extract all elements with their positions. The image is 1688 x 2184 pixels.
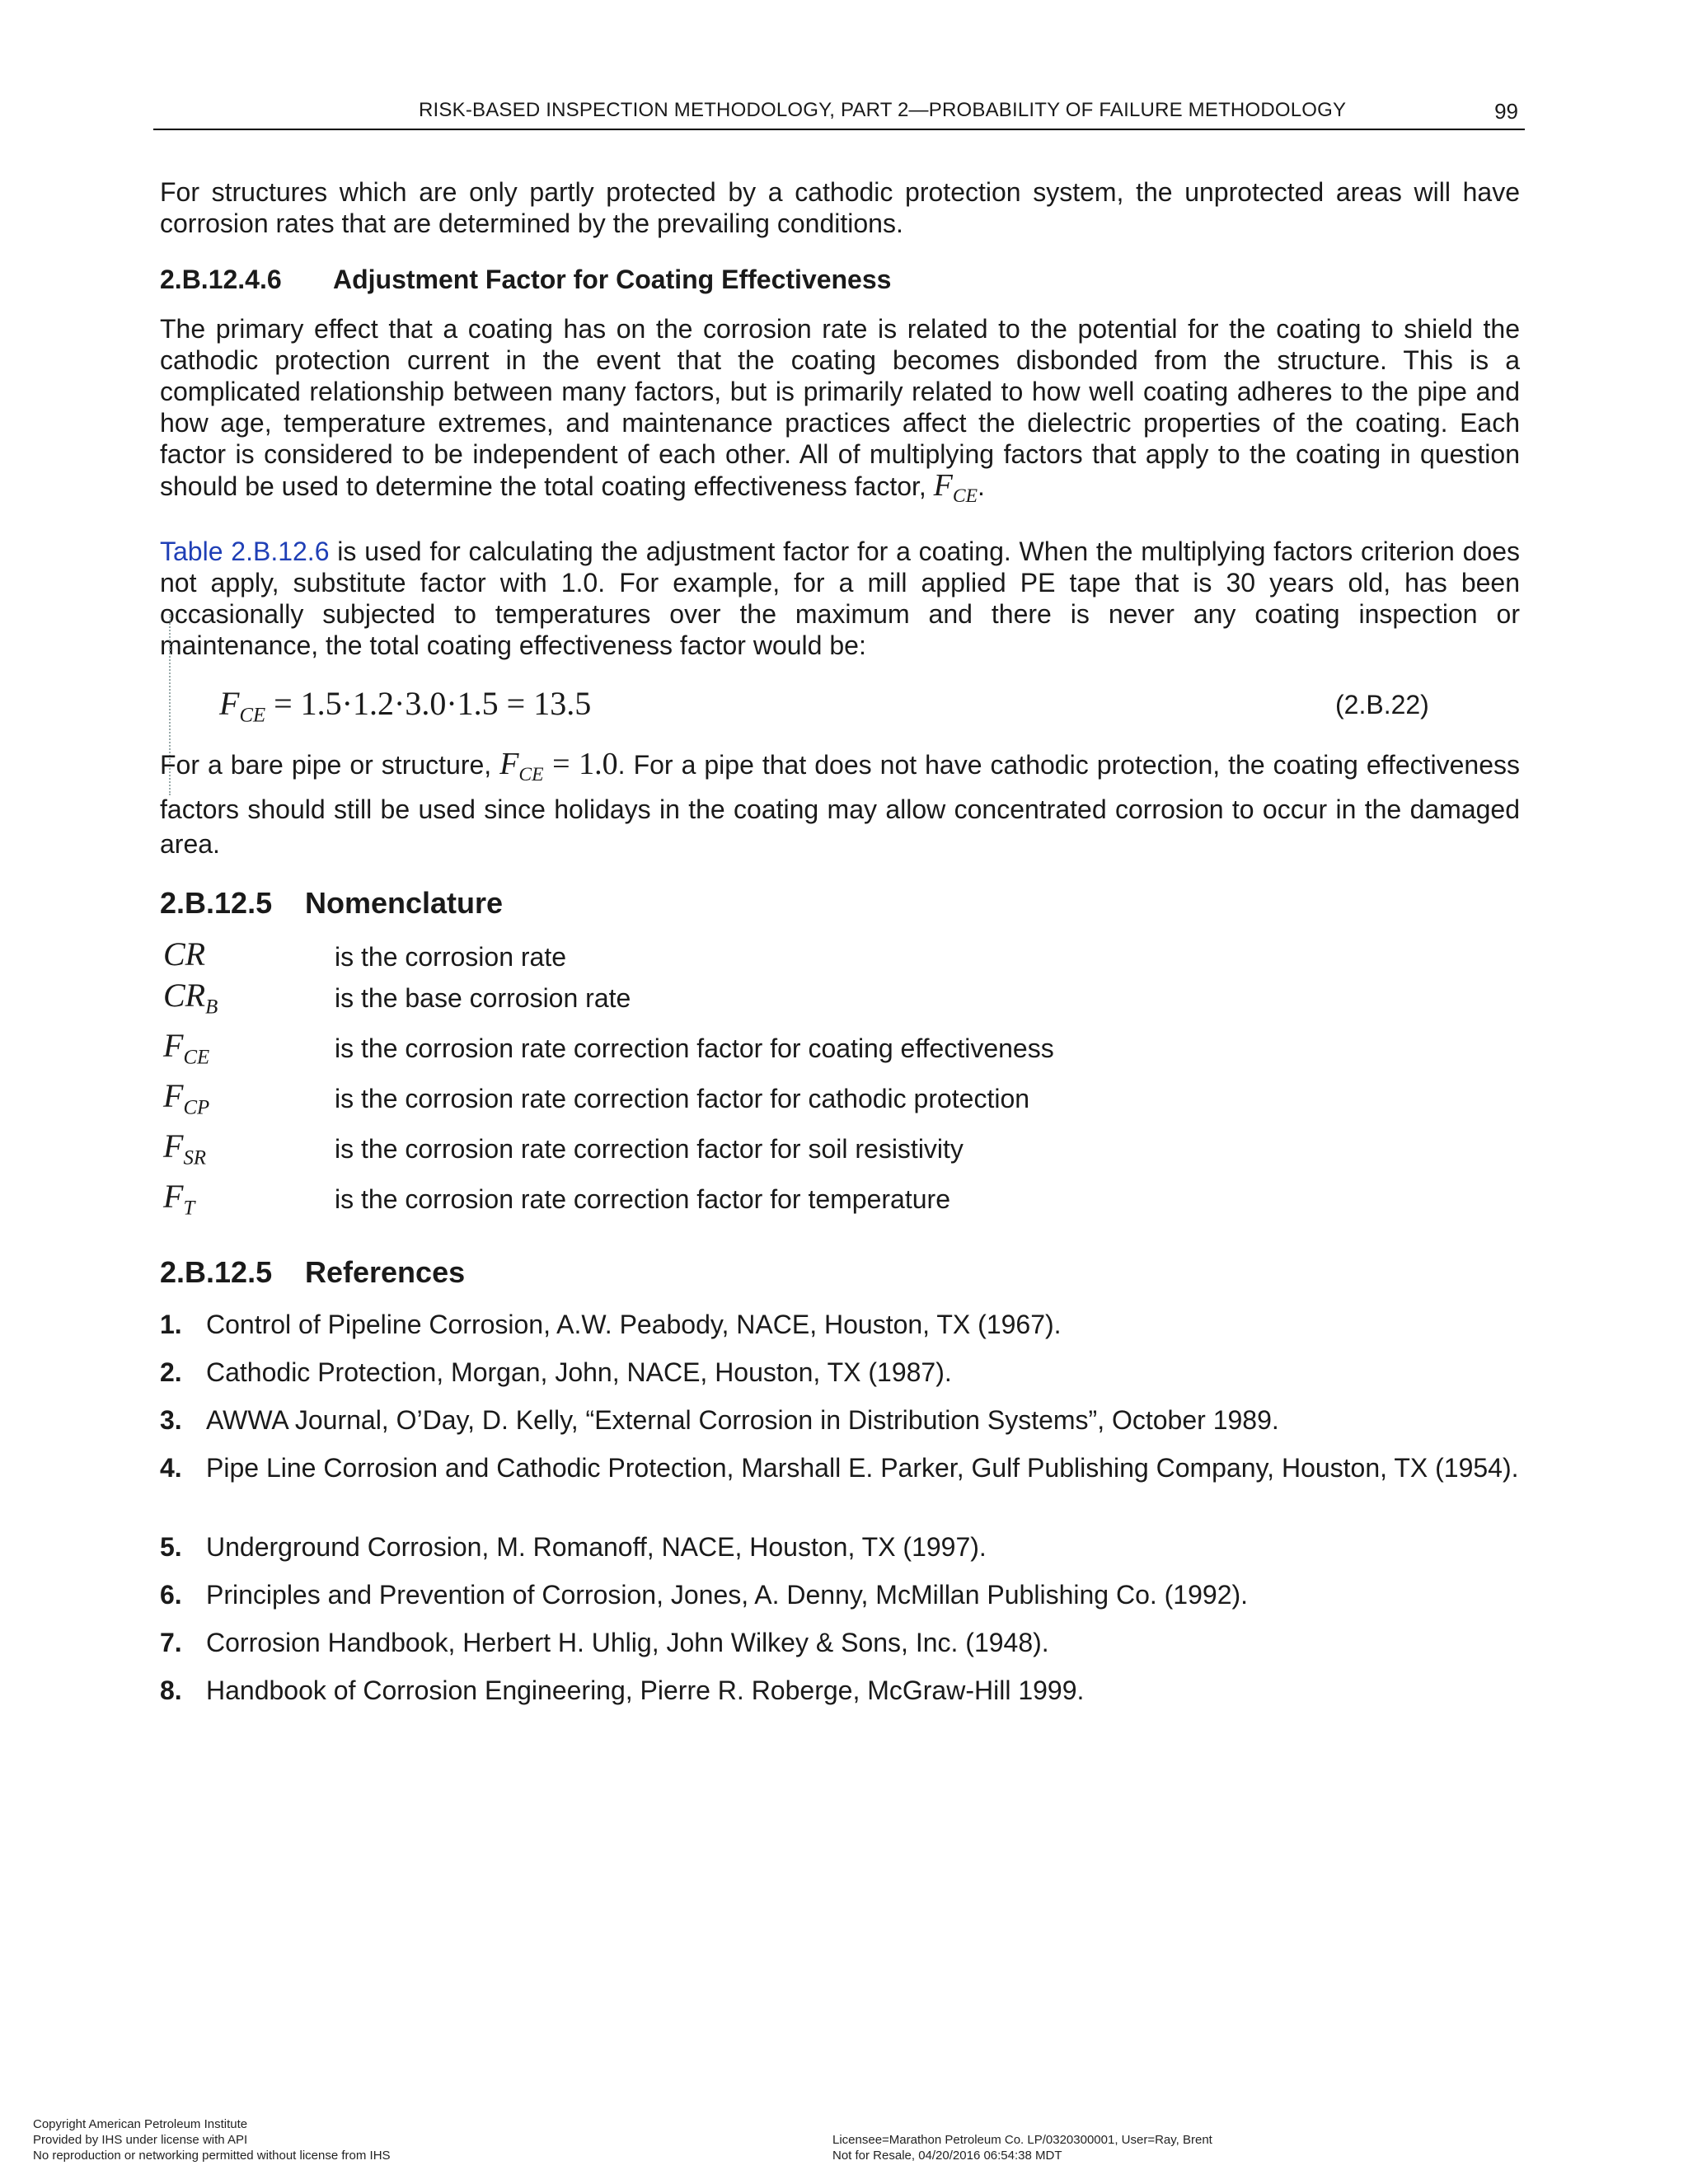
reference-number: 4. [160,1453,182,1483]
nomenclature-title: Nomenclature [305,886,504,920]
subsection-number: 2.B.12.4.6 [160,265,282,294]
reference-number: 6. [160,1580,182,1610]
reference-text: Control of Pipeline Corrosion, A.W. Peabody, NACE, Houston, TX (1967). [206,1310,1062,1339]
intro-paragraph: For structures which are only partly protected by a cathodic protection system, the unprotected areas will have corrosion rates that are determined by the prevailing conditions. [160,177,1520,238]
reference-text: Principles and Prevention of Corrosion, Jones, A. Denny, McMillan Publishing Co. (1992). [206,1580,1249,1610]
nomenclature-description: is the corrosion rate [335,942,567,972]
coating-paragraph-2-text: is used for calculating the adjustment factor for a coating. When the multiplying factors criterion does not apply, substitute factor with 1.0. For example, for a mill applied PE tape that is 30 years old, has been occasionally subjected to temperatures over the maximum and there is never any coating inspection or maintenance, the total coating effectiveness factor would be: [160,537,1521,660]
references-number: 2.B.12.5 [160,1255,273,1289]
coating-paragraph-3: For a bare pipe or structure, $F_{CE} = 1.0$. For a pipe that does not have cathodic protection, the coating effectiveness factors should still be used since holidays in the coating may allow concentrated corrosion to occur in the damaged area. [160,747,1521,860]
reference-item [160,1357,1520,1388]
page-header [153,99,1525,130]
reference-text: Pipe Line Corrosion and Cathodic Protection, Marshall E. Parker, Gulf Publishing Company, Houston, TX (1954). [206,1453,1519,1483]
reference-number: 3. [160,1405,182,1435]
references-heading [160,1256,465,1289]
footer-right [832,2132,1212,2163]
table-link[interactable]: Table 2.B.12.6 [160,537,330,566]
nomenclature-symbol: $F_{CP}$ [163,1077,210,1119]
nomenclature-item [160,1177,1479,1223]
inline-fce-symbol: $F_{CE}$ [933,468,978,508]
footer-copyright: Copyright American Petroleum Institute [33,2117,248,2131]
nomenclature-item [160,1127,1479,1173]
nomenclature-description: is the corrosion rate correction factor for cathodic protection [335,1084,1030,1113]
reference-number: 5. [160,1532,182,1562]
reference-number: 1. [160,1310,182,1339]
nomenclature-symbol: $F_T$ [163,1178,195,1220]
nomenclature-symbol: CR [163,935,206,972]
nomenclature-item [160,976,1479,1022]
coating-paragraph-1-text: The primary effect that a coating has on the corrosion rate is related to the potential for the coating to shield the cathodic protection current in the event that the coating becomes disbonded from the structure. This is a complicated relationship between many factors, but is primarily related to how well coating adheres to the pipe and how age, temperature extremes, and maintenance practices affect the dielectric properties of the coating. Each factor is considered to be independent of each other. All of multiplying factors that apply to the coating in question should be used to determine the total coating effectiveness factor, [160,314,1520,501]
equation-number: (2.B.22) [1335,690,1429,719]
footer-resale: Not for Resale, 04/20/2016 06:54:38 MDT [832,2149,1062,2163]
coating-paragraph-3-rest: . For a pipe that does not have cathodic protection, the coating effectiveness factors should still be used since holidays in the coating may allow concentrated corrosion to occur in the damaged area. [160,750,1521,860]
footer-licensee: Licensee=Marathon Petroleum Co. LP/0320300001, User=Ray, Brent [832,2133,1212,2147]
reference-item [160,1531,1520,1563]
reference-item [160,1452,1520,1483]
nomenclature-number: 2.B.12.5 [160,886,273,920]
coating-paragraph-2 [160,536,1520,661]
reference-text: Cathodic Protection, Morgan, John, NACE, Houston, TX (1987). [206,1357,952,1387]
nomenclature-description: is the corrosion rate correction factor for soil resistivity [335,1134,964,1164]
nomenclature-item [160,1026,1479,1072]
nomenclature-symbol: $CR_B$ [163,977,218,1019]
coating-paragraph-1-end: . [977,471,985,501]
header-title: RISK-BASED INSPECTION METHODOLOGY, PART 2—PROBABILITY OF FAILURE METHODOLOGY [419,99,1347,121]
reference-item [160,1309,1520,1340]
reference-text: Corrosion Handbook, Herbert H. Uhlig, John Wilkey & Sons, Inc. (1948). [206,1628,1049,1657]
nomenclature-heading [160,887,503,920]
nomenclature-item [160,935,1479,981]
inline-fce-value: $F_{CE}$ [499,747,544,786]
footer-notice: No reproduction or networking permitted without license from IHS [33,2149,391,2163]
nomenclature-description: is the base corrosion rate [335,983,631,1013]
subsection-heading [160,264,891,295]
coating-paragraph-3-start: For a bare pipe or structure, [160,750,500,780]
page-number: 99 [1494,99,1518,124]
coating-paragraph-1 [160,313,1520,512]
reference-text: Underground Corrosion, M. Romanoff, NACE, Houston, TX (1997). [206,1532,987,1562]
nomenclature-description: is the corrosion rate correction factor for coating effectiveness [335,1033,1054,1063]
equation-2b22 [219,684,591,736]
nomenclature-item [160,1076,1479,1122]
subsection-title: Adjustment Factor for Coating Effectiveness [333,265,892,294]
reference-item [160,1579,1520,1610]
equation-lhs: $F_{CE}$ [219,685,266,727]
reference-number: 8. [160,1675,182,1705]
reference-item [160,1627,1520,1658]
nomenclature-description: is the corrosion rate correction factor for temperature [335,1184,950,1214]
reference-item [160,1404,1520,1436]
reference-number: 2. [160,1357,182,1387]
nomenclature-symbol: $F_{CE}$ [163,1027,210,1069]
footer-provider: Provided by IHS under license with API [33,2133,248,2147]
reference-text: Handbook of Corrosion Engineering, Pierre R. Roberge, McGraw-Hill 1999. [206,1675,1085,1705]
reference-item [160,1675,1520,1706]
nomenclature-symbol: $F_{SR}$ [163,1127,206,1169]
reference-text: AWWA Journal, O’Day, D. Kelly, “External Corrosion in Distribution Systems”, October 1989. [206,1405,1279,1435]
equation-rhs: = 1.5·1.2·3.0·1.5 = 13.5 [265,685,592,722]
references-title: References [305,1255,466,1289]
reference-number: 7. [160,1628,182,1657]
footer-left [33,2116,391,2163]
